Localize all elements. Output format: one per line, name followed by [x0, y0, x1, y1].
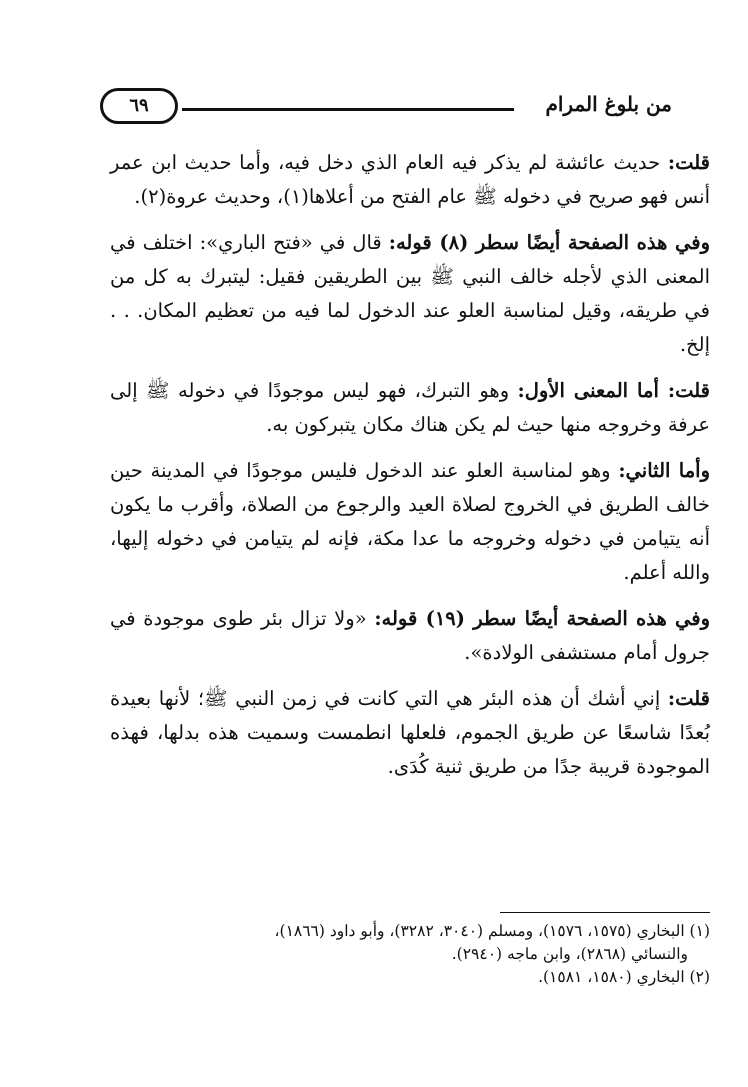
paragraph-text: إني أشك أن هذه البئر هي التي كانت في زمن النبي ﷺ؛ لأنها بعيدة بُعدًا شاسعًا عن طريق الجموم، فلعلها انطمست وسميت هذه بدلها، فهذه الموجودة قريبة جدًا من طريق ثنية كُدَى. [110, 687, 710, 778]
paragraph-lead: وفي هذه الصفحة أيضًا سطر (٨) قوله: [388, 231, 710, 254]
paragraph-text: «ولا تزال بئر طوى موجودة في جرول أمام مستشفى الولادة». [110, 607, 710, 664]
page-number: ٦٩ [100, 88, 178, 124]
paragraph [110, 146, 710, 214]
paragraph-text: حديث عائشة لم يذكر فيه العام الذي دخل فيه، وأما حديث ابن عمر أنس فهو صريح في دخوله ﷺ عام الفتح من أعلاها(١)، وحديث عروة(٢). [110, 151, 710, 208]
header-rule [182, 108, 514, 111]
paragraph [110, 454, 710, 590]
footnotes [110, 920, 710, 989]
paragraph-text: وهو التبرك، فهو ليس موجودًا في دخوله ﷺ إلى عرفة وخروجه منها حيث لم يكن هناك مكان يتبركون به. [110, 379, 710, 436]
paragraph-lead: قلت: أما المعنى الأول: [517, 379, 710, 402]
paragraph-lead: قلت: [667, 687, 710, 710]
paragraph [110, 682, 710, 784]
paragraph [110, 602, 710, 670]
page-header [100, 88, 672, 128]
paragraph [110, 374, 710, 442]
running-title: من بلوغ المرام [545, 92, 672, 116]
paragraph-lead: وأما الثاني: [618, 459, 710, 482]
footnote: (٢) البخاري (١٥٨٠، ١٥٨١). [538, 968, 710, 986]
paragraph-text: قال في «فتح الباري»: اختلف في المعنى الذي لأجله خالف النبي ﷺ بين الطريقين فقيل: ليتبرك به كل من في طريقه، وقيل لمناسبة العلو عند الدخول لما فيه من تعظيم المكان. . . إلخ. [110, 231, 710, 356]
paragraph [110, 226, 710, 362]
paragraph-lead: قلت: [667, 151, 710, 174]
paragraph-lead: وفي هذه الصفحة أيضًا سطر (١٩) قوله: [374, 607, 710, 630]
footnote-rule [500, 912, 710, 913]
paragraph-text: وهو لمناسبة العلو عند الدخول فليس موجودًا في المدينة حين خالف الطريق في الخروج لصلاة العيد والرجوع من الصلاة، وأقرب ما يكون أنه يتيامن في دخوله وخروجه ما عدا مكة، فإنه لم يتيامن في دخوله إليها، والله أعلم. [110, 459, 710, 584]
footnote: (١) البخاري (١٥٧٥، ١٥٧٦)، ومسلم (٣٠٤٠، ٣٢٨٢)، وأبو داود (١٨٦٦)، [274, 922, 710, 940]
main-text [110, 146, 710, 796]
footnote-continuation: والنسائي (٢٨٦٨)، وابن ماجه (٢٩٤٠). [451, 945, 688, 963]
